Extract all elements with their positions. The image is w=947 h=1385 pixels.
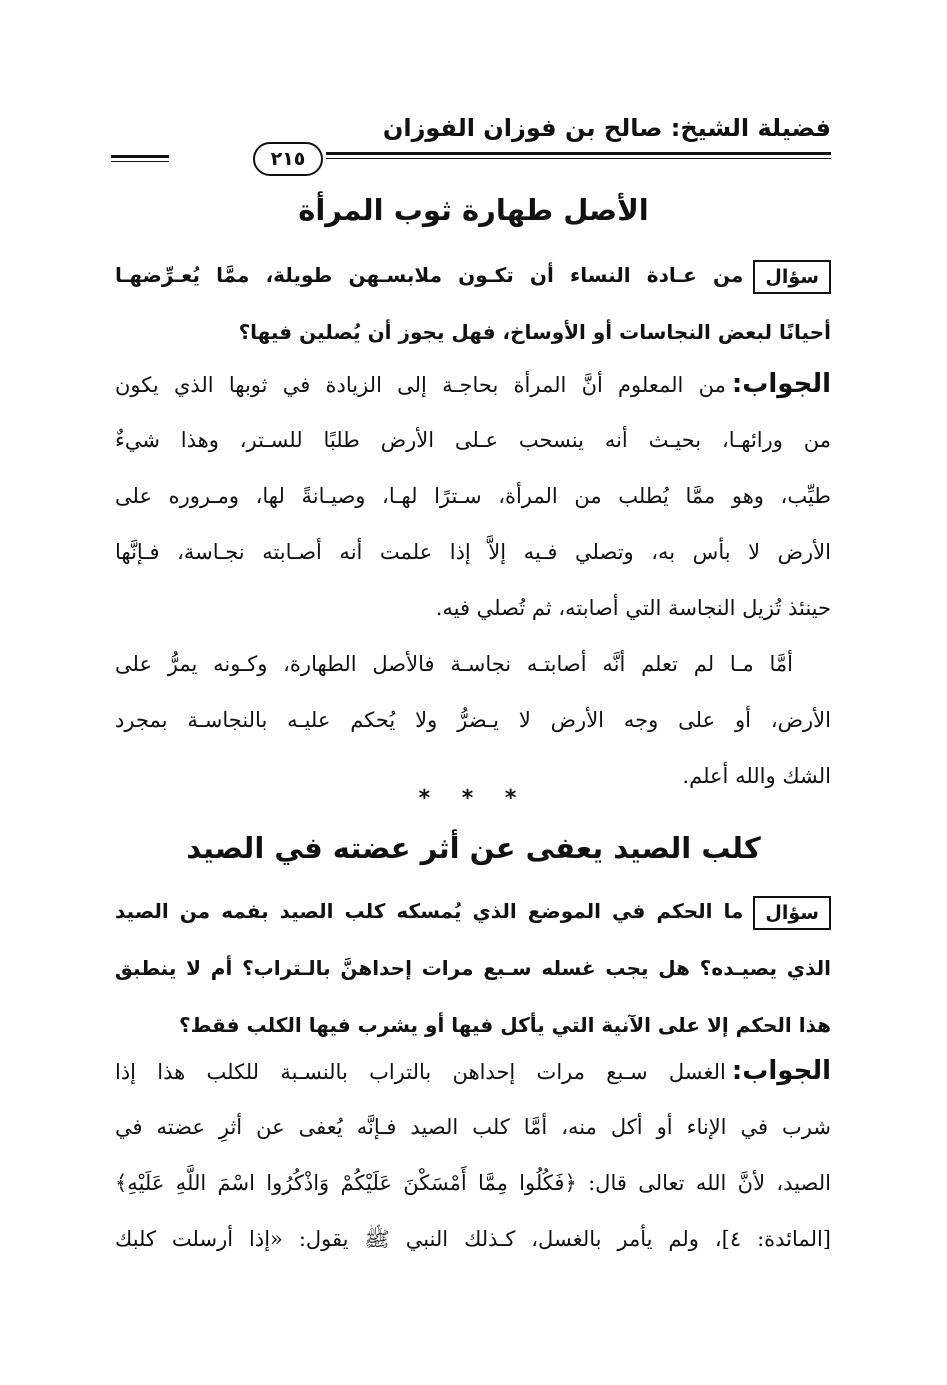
answer-line: حينئذ تُزيل النجاسة التي أصابته، ثم تُصلي فيه. (435, 596, 831, 620)
answer-line: الصيد، لأنَّ الله تعالى قال: ﴿فَكُلُوا مِمَّا أَمْسَكْنَ عَلَيْكُمْ وَاذْكُرُوا اسْمَ اللَّهِ عَلَيْهِ﴾ (115, 1171, 831, 1195)
question-line: ما الحكم في الموضع الذي يُمسكه كلب الصيد بفمه من الصيد (115, 899, 744, 923)
answer-line: أمَّا مـا لم تعلم أنَّه أصابتـه نجاسـة فالأصل الطهارة، وكـونه يمرُّ على (115, 652, 793, 676)
running-header (111, 108, 831, 178)
answer-1 (115, 356, 831, 804)
answer-line: الأرض، أو على وجه الأرض لا يـضرُّ ولا يُحكم عليـه بالنجاسـة بمجرد (115, 708, 831, 732)
page-number: ٢١٥ (253, 142, 323, 176)
question-line: من عـادة النساء أن تكـون ملابسـهن طويلة، ممَّا يُعـرِّضهـا (115, 263, 744, 287)
answer-line: من المعلوم أنَّ المرأة بحاجـة إلى الزيادة في ثوبها الذي يكون (115, 373, 726, 397)
answer-label: الجواب: (731, 1056, 831, 1086)
answer-line: الأرض لا بأس به، وتصلي فـيه إلاَّ إذا علمت أنه أصـابته نجـاسة، فـإنَّها (115, 540, 831, 564)
answer-line: من ورائهـا، بحيـث أنه ينسحب عـلى الأرض طلبًا للسـتر، وهذا شيءٌ (115, 428, 831, 452)
question-1 (115, 247, 831, 361)
answer-line: شرب في الإناء أو أكل منه، أمَّا كلب الصيد فـإنَّه يُعفى عن أثرِ عضته في (115, 1115, 831, 1139)
question-line: أحيانًا لبعض النجاسات أو الأوساخ، فهل يجوز أن يُصلين فيها؟ (238, 320, 831, 344)
question-line: الذي يصيـده؟ هل يجب غسله سـبع مرات إحداهنَّ بالـتراب؟ أم لا ينطبق (115, 956, 831, 980)
header-rule-short (111, 155, 169, 162)
answer-line: [المائدة: ٤]، ولم يأمر بالغسل، كـذلك النبي ﷺ يقول: «إذا أرسلت كلبك (115, 1227, 831, 1251)
author-name: فضيلة الشيخ: صالح بن فوزان الفوزان (382, 114, 831, 142)
question-label: سؤال (753, 260, 831, 294)
answer-label: الجواب: (731, 369, 831, 399)
section-title-1: الأصل طهارة ثوب المرأة (298, 193, 649, 227)
question-label: سؤال (753, 896, 831, 930)
answer-2 (115, 1043, 831, 1267)
question-line: هذا الحكم إلا على الآنية التي يأكل فيها أو يشرب فيها الكلب فقط؟ (178, 1013, 831, 1037)
answer-line: الغسل سـبع مرات إحداهن بالتراب بالنسـبة للكلب هذا إذا (115, 1060, 726, 1084)
header-rule (326, 152, 831, 159)
answer-line: طيِّب، وهو ممَّا يُطلب من المرأة، سـترًا لهـا، وصيـانةً لها، ومـروره على (115, 484, 831, 508)
section-separator: * * * (418, 786, 529, 811)
answer-line: الشك والله أعلم. (682, 764, 831, 788)
question-2 (115, 883, 831, 1054)
section-title-2: كلب الصيد يعفى عن أثر عضته في الصيد (186, 831, 761, 865)
